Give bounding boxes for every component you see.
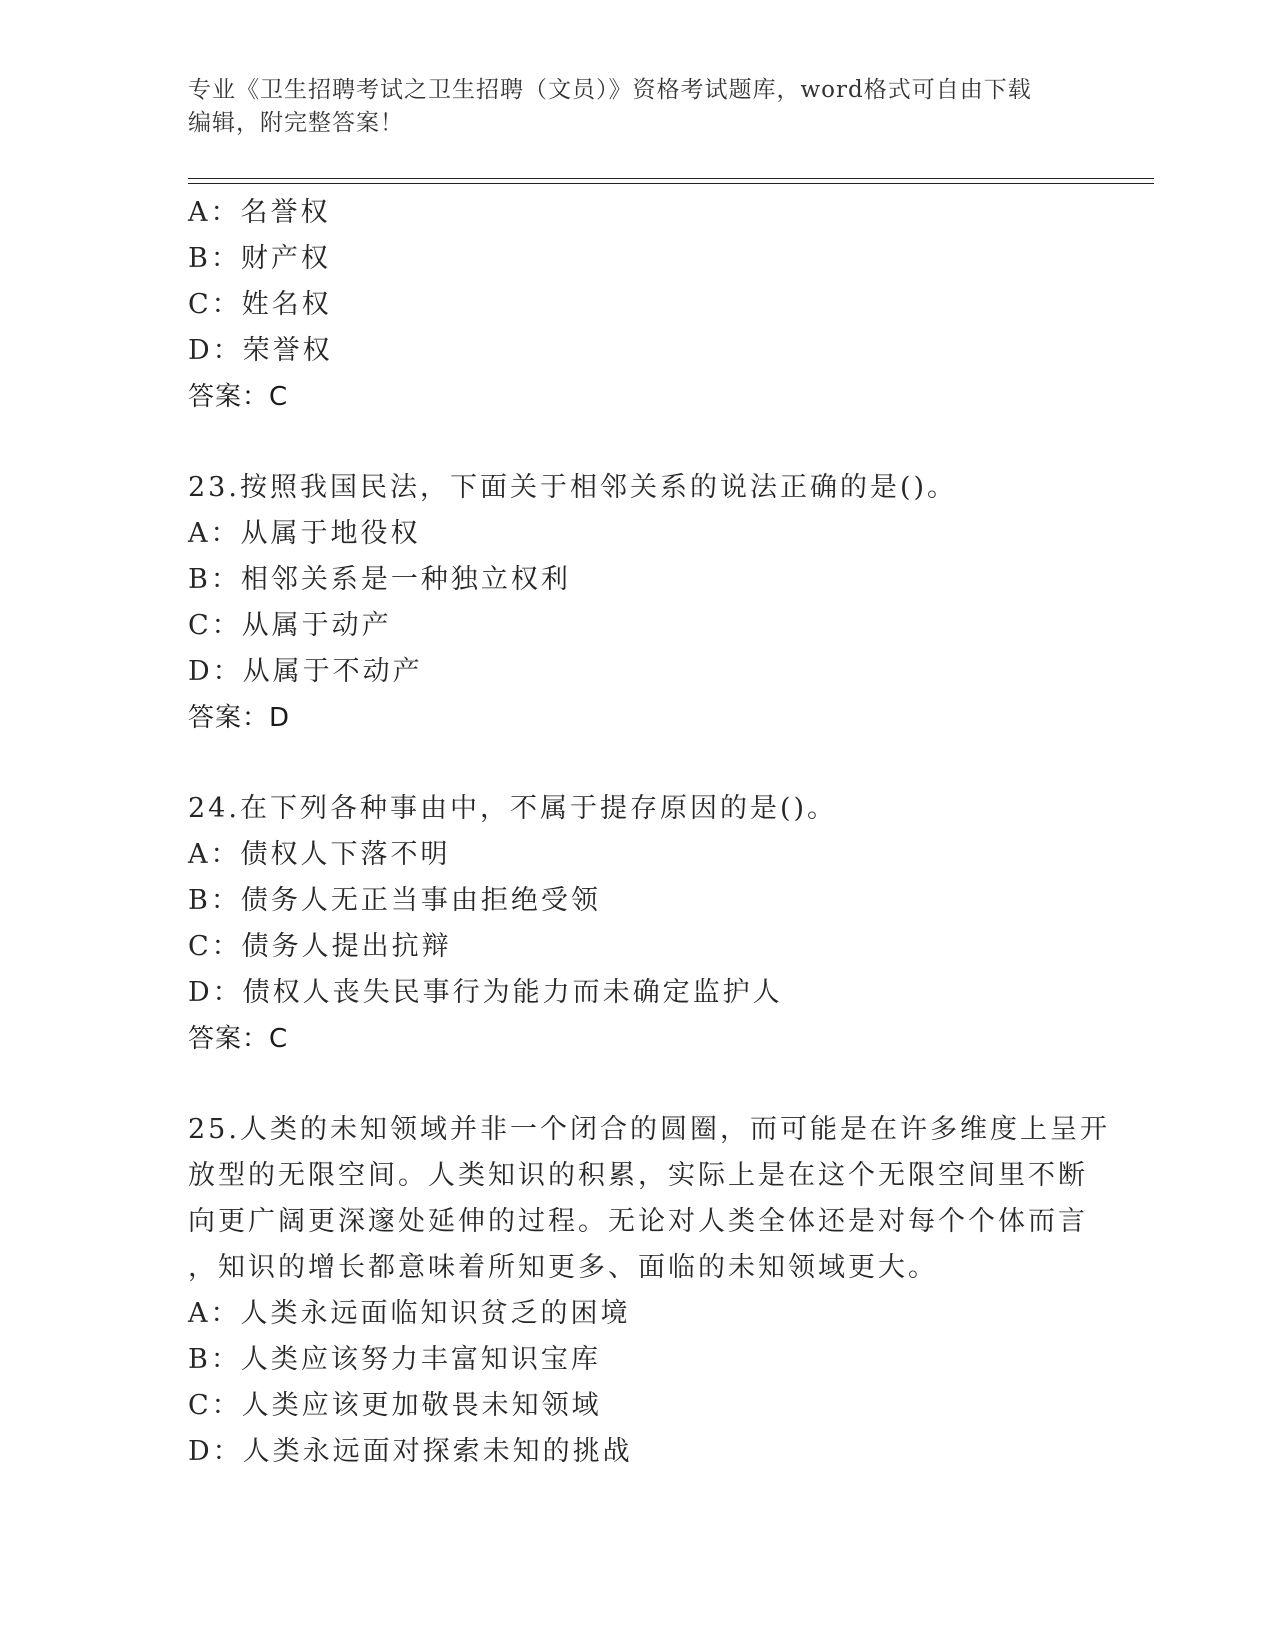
option-a: A：债权人下落不明 — [188, 839, 451, 870]
question-stem: 23.按照我国民法，下面关于相邻关系的说法正确的是()。 — [188, 472, 958, 503]
question-spacer — [188, 1062, 1088, 1107]
option-c: C：债务人提出抗辩 — [188, 931, 452, 962]
option-b: B：人类应该努力丰富知识宝库 — [188, 1344, 601, 1375]
option-d: D：从属于不动产 — [188, 656, 423, 687]
option-a: A：从属于地役权 — [188, 518, 421, 549]
option-d: D：荣誉权 — [188, 335, 333, 366]
option-c: C：人类应该更加敬畏未知领域 — [188, 1390, 602, 1421]
question-spacer — [188, 420, 1088, 465]
question-24 — [188, 786, 1088, 1062]
question-stem-line-4: ，知识的增长都意味着所知更多、面临的未知领域更大。 — [188, 1252, 938, 1283]
option-d: D：债权人丧失民事行为能力而未确定监护人 — [188, 977, 783, 1008]
option-c: C：姓名权 — [188, 289, 332, 320]
option-d: D：人类永远面对探索未知的挑战 — [188, 1436, 633, 1467]
document-header — [188, 74, 1068, 140]
question-list — [188, 190, 1110, 1475]
header-line-2: 编辑，附完整答案！ — [188, 110, 404, 136]
option-a: A：名誉权 — [188, 197, 331, 228]
header-line-1: 专业《卫生招聘考试之卫生招聘（文员）》资格考试题库，word格式可自由下载 — [188, 77, 1032, 103]
question-23 — [188, 465, 1088, 741]
option-b: B：债务人无正当事由拒绝受领 — [188, 885, 601, 916]
option-a: A：人类永远面临知识贫乏的困境 — [188, 1298, 631, 1329]
header-divider-top — [188, 178, 1154, 179]
answer-line: 答案：C — [188, 1024, 289, 1054]
answer-line: 答案：C — [188, 382, 289, 412]
question-25 — [188, 1107, 1110, 1475]
option-b: B：财产权 — [188, 243, 331, 274]
question-stem-line-2: 放型的无限空间。人类知识的积累，实际上是在这个无限空间里不断 — [188, 1160, 1088, 1191]
question-22 — [188, 190, 1088, 420]
question-stem-line-1: 25.人类的未知领域并非一个闭合的圆圈，而可能是在许多维度上呈开 — [188, 1114, 1110, 1145]
option-c: C：从属于动产 — [188, 610, 392, 641]
header-divider-bottom — [188, 183, 1154, 184]
option-b: B：相邻关系是一种独立权利 — [188, 564, 571, 595]
question-stem-line-3: 向更广阔更深邃处延伸的过程。无论对人类全体还是对每个个体而言 — [188, 1206, 1088, 1237]
answer-line: 答案：D — [188, 703, 291, 733]
question-stem: 24.在下列各种事由中，不属于提存原因的是()。 — [188, 793, 838, 824]
question-spacer — [188, 741, 1088, 786]
